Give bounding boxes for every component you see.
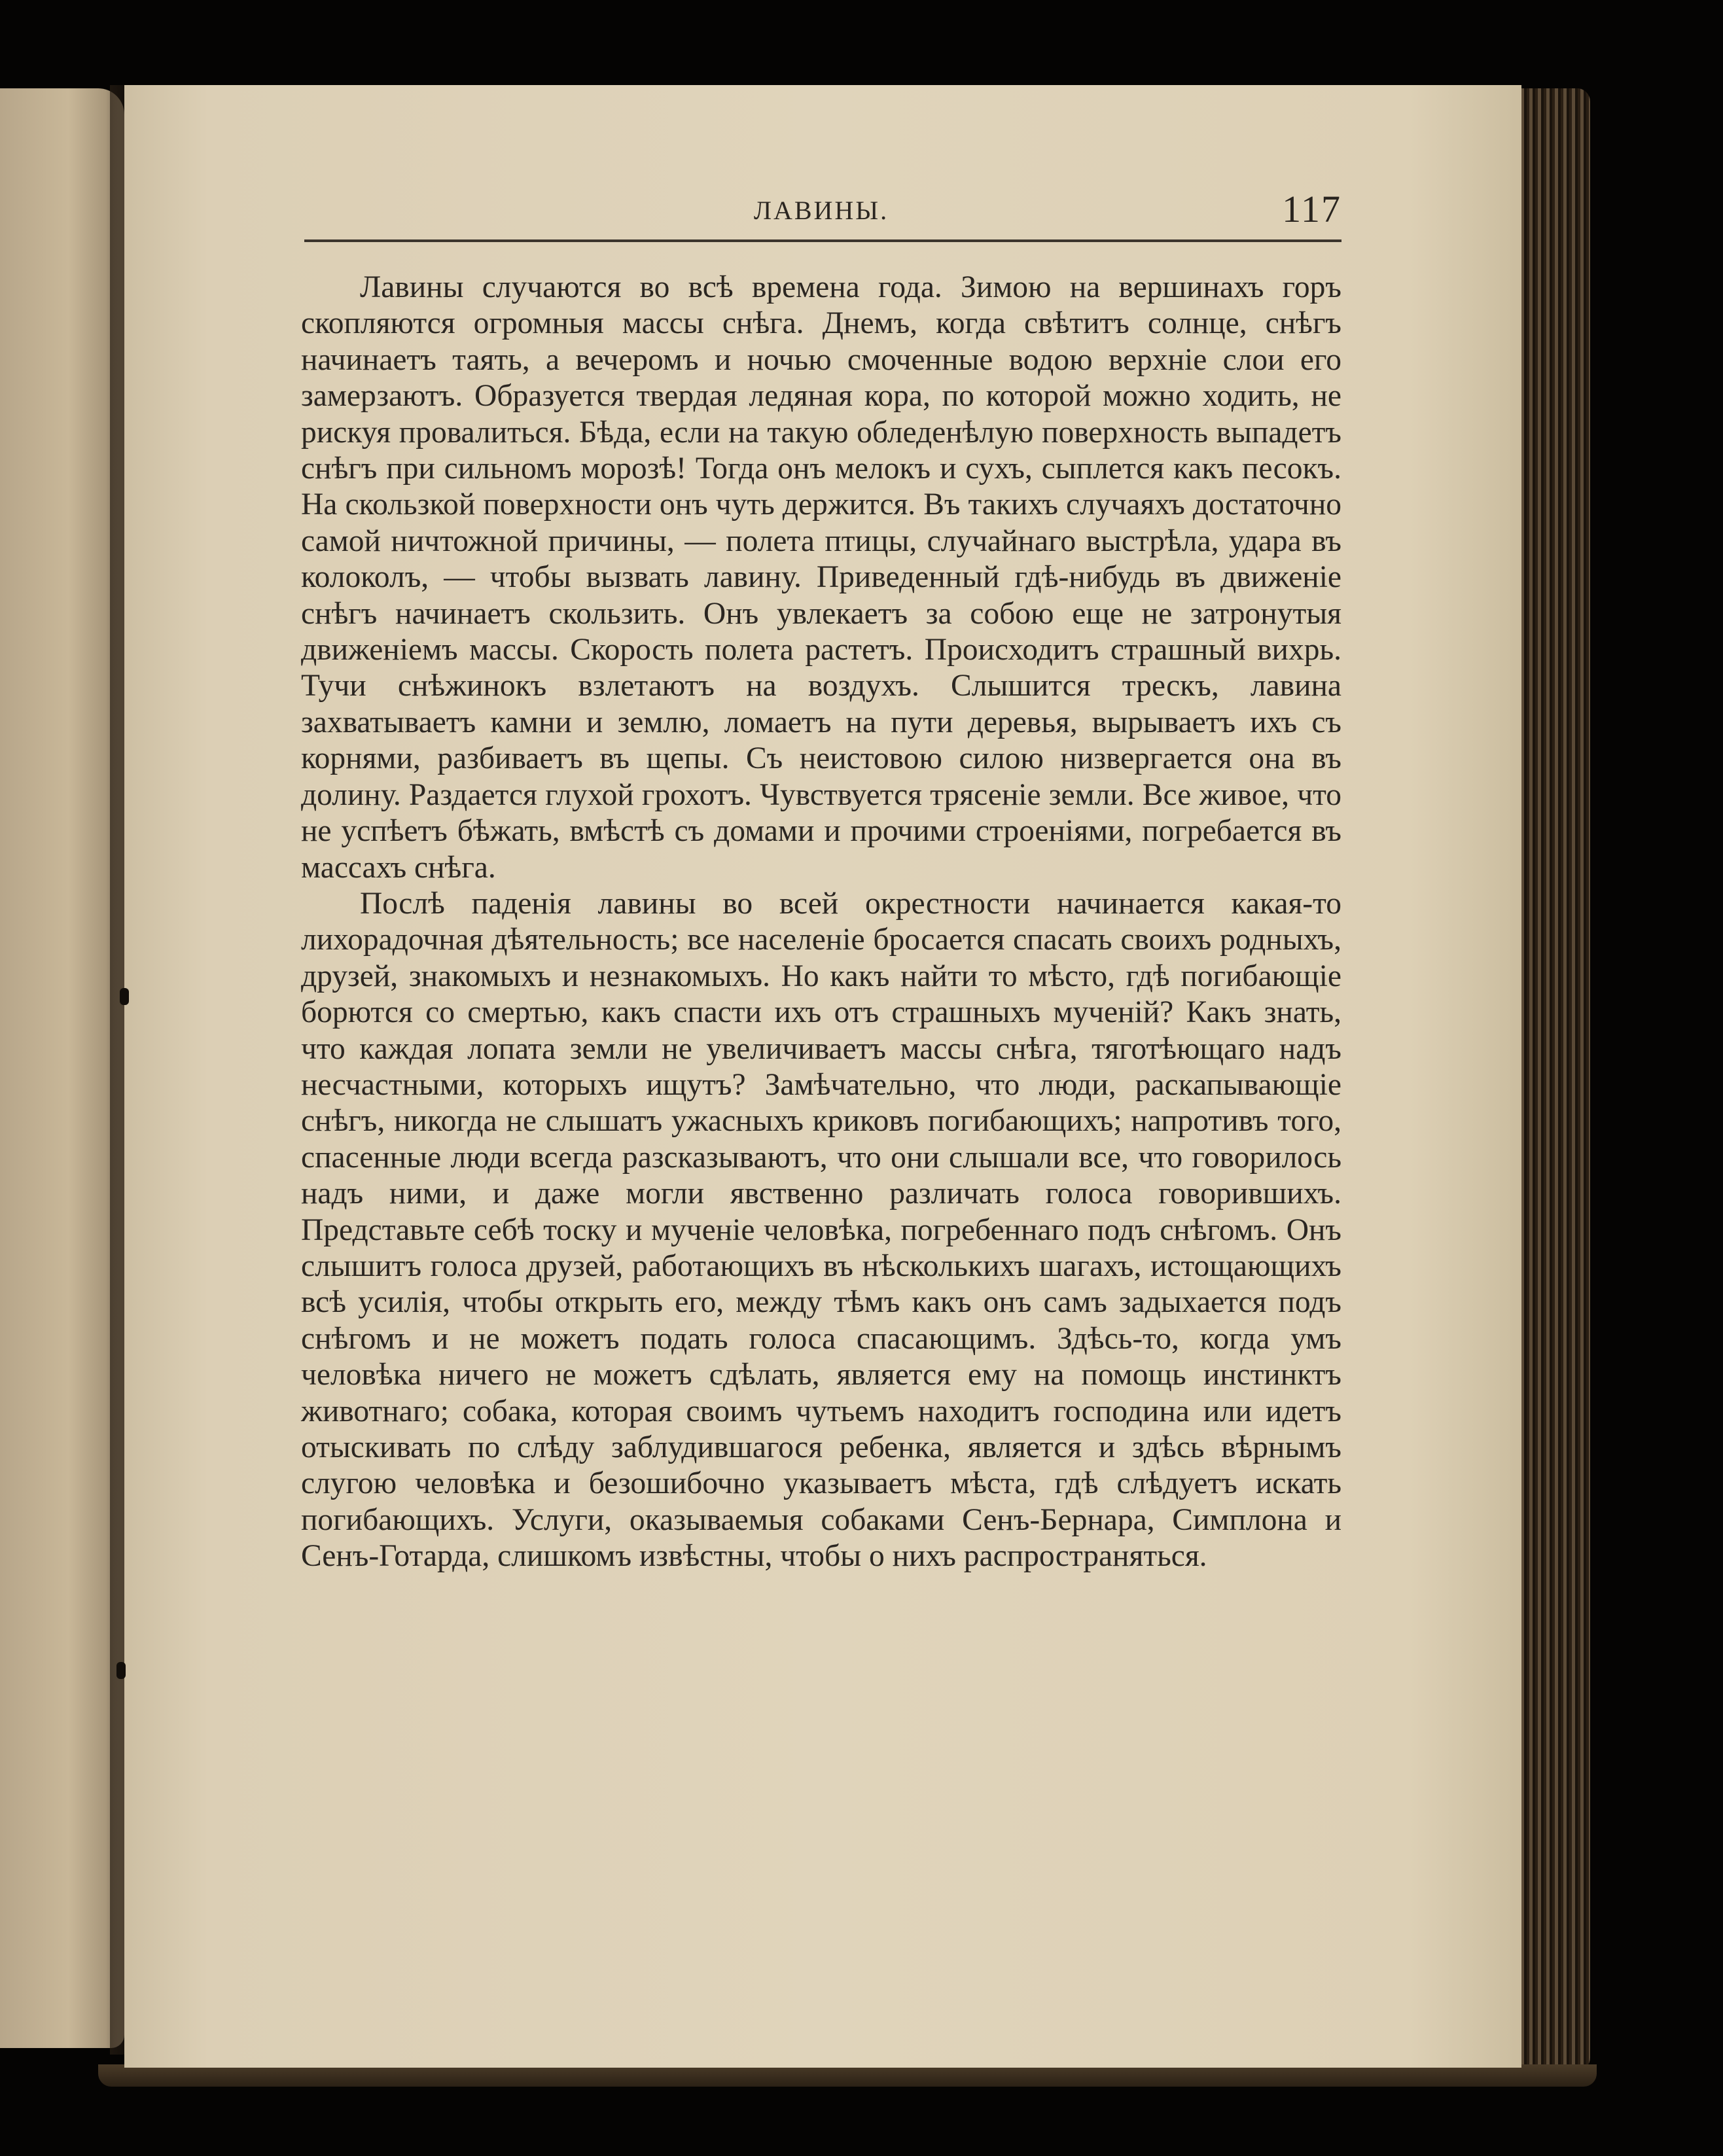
binding-mark [120, 988, 129, 1005]
body-text [301, 270, 1341, 1575]
header-rule [304, 239, 1341, 242]
page-stack-edges [1518, 88, 1590, 2071]
left-page-edge [0, 88, 124, 2048]
running-title: ЛАВИНЫ. [753, 196, 889, 225]
paragraph: Послѣ паденія лавины во всей окрестности начинается какая-то лихорадочная дѣятельность; все населеніе бросается спасать своихъ родныхъ, друзей, знакомыхъ и незнакомыхъ. Но какъ найти то мѣсто, гдѣ погибающіе борются со смертью, какъ спасти ихъ отъ страшныхъ мученій? Какъ знать, что каждая лопата земли не увеличиваетъ массы снѣга, тяготѣющаго надъ несчастными, которыхъ ищутъ? Замѣчательно, что люди, раскапывающіе снѣгъ, никогда не слышатъ ужасныхъ криковъ погибающихъ; напротивъ того, спасенные люди всегда разсказываютъ, что они слышали все, что говорилось надъ ними, и даже могли явственно различать голоса говорившихъ. Представьте себѣ тоску и мученіе человѣка, погребеннаго подъ снѣгомъ. Онъ слышитъ голоса друзей, работающихъ въ нѣсколькихъ шагахъ, истощающихъ всѣ усилія, чтобы открыть его, между тѣмъ какъ онъ самъ задыхается подъ снѣгомъ и не можетъ подать голоса спасающимъ. Здѣсь-то, когда умъ человѣка ничего не можетъ сдѣлать, является ему на помощь инстинктъ животнаго; собака, которая своимъ чутьемъ находитъ господина или идетъ отыскивать по слѣду заблудившагося ребенка, является и здѣсь вѣрнымъ слугою человѣка и безошибочно указываетъ мѣста, гдѣ слѣдуетъ искать погибающихъ. Услуги, оказываемыя собаками Сенъ-Бернара, Симплона и Сенъ-Готарда, слишкомъ извѣстны, чтобы о нихъ распространяться. [301, 886, 1341, 1574]
page-number: 117 [1282, 188, 1341, 230]
binding-mark [116, 1662, 126, 1679]
running-head [301, 190, 1341, 236]
paragraph: Лавины случаются во всѣ времена года. Зимою на вершинахъ горъ скопляются огромныя массы снѣга. Днемъ, когда свѣтитъ солнце, снѣгъ начинаетъ таять, а вечеромъ и ночью смоченные водою верхніе слои его замерзаютъ. Образуется твердая ледяная кора, по которой можно ходить, не рискуя провалиться. Бѣда, если на такую обледенѣлую поверхность выпадетъ снѣгъ при сильномъ морозѣ! Тогда онъ мелокъ и сухъ, сыплется какъ песокъ. На скользкой поверхности онъ чуть держится. Въ такихъ случаяхъ достаточно самой ничтожной причины, — полета птицы, случайнаго выстрѣла, удара въ колоколъ, — чтобы вызвать лавину. Приведенный гдѣ-нибудь въ движеніе снѣгъ начинаетъ скользить. Онъ увлекаетъ за собою еще не затронутыя движеніемъ массы. Скорость полета растетъ. Происходитъ страшный вихрь. Тучи снѣжинокъ взлетаютъ на воздухъ. Слышится трескъ, лавина захватываетъ камни и землю, ломаетъ на пути деревья, вырываетъ ихъ съ корнями, разбиваетъ въ щепы. Съ неистовою силою низвергается она въ долину. Раздается глухой грохотъ. Чувствуется трясеніе земли. Все живое, что не успѣетъ бѣжать, вмѣстѣ съ домами и прочими строеніями, погребается въ массахъ снѣга. [301, 270, 1341, 885]
book-cover-edge [98, 2064, 1597, 2087]
